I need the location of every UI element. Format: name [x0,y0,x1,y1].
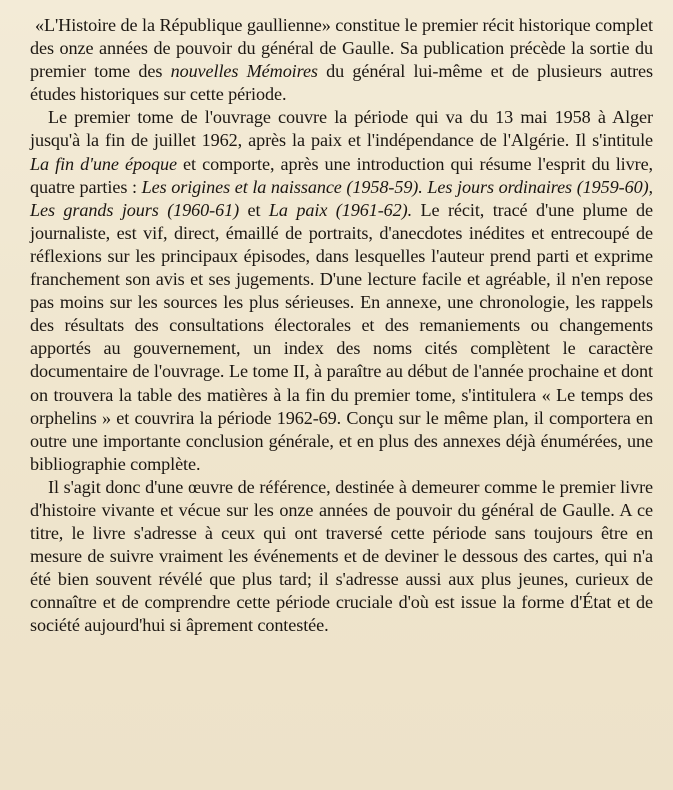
italic-text-segment: nouvelles Mémoires [170,61,318,82]
text-segment: Le récit, tracé d'une plume de journaliste, est vif, direct, émaillé de portraits, d'anecdotes inédites et entrecoupé de réflexions sur les principaux épisodes, dans lesquelles l'auteur prend parti et exprime franchement son avis et ses jugements. D'une lecture facile et agréable, il n'en repose pas moins sur les sources les plus sérieuses. En annexe, une chronologie, les rappels des résultats des consultations électorales et des remaniements ou changements apportés au gouvernement, un index des noms cités complètent le caractère documentaire de l'ouvrage. Le tome II, à paraître au début de l'année prochaine et dont on trouvera la table des matières à la fin du premier tome, s'intitulera « Le temps des orphelins » et couvrira la période 1962-69. Conçu sur le même plan, il comportera en outre une importante conclusion générale, et en plus des annexes déjà énumérées, une bibliographie complète. [30,199,653,474]
paragraph-first-volume [30,106,653,476]
text-segment: «L'Histoire de la République gaullienne» constitue le premier récit historique complet des onze années de pouvoir du général de Gaulle. Sa publication précède la sortie du premier tome des [30,15,653,82]
paragraph-intro [30,14,653,106]
text-segment: du général lui-même et de plusieurs autres études historiques sur cette période. [30,61,653,105]
italic-text-segment: La paix (1961-62). [268,199,413,220]
text-segment: Il s'agit donc d'une œuvre de référence, destinée à demeurer comme le premier livre d'histoire vivante et vécue sur les onze années de pouvoir du général de Gaulle. A ce titre, le livre s'adresse à ceux qui ont traversé cette période sans toujours être en mesure de suivre vraiment les événements et de deviner le dessous des cartes, qui n'a été bien souvent révélé que plus tard; il s'adresse aussi aux plus jeunes, curieux de connaître et de comprendre cette période cruciale d'où est issue la forme d'État et de société aujourd'hui si âprement contestée. [30,476,653,636]
italic-text-segment: Les origines et la naissance (1958-59). Les jours ordinaires (1959-60), Les grands jours (1960-61) [30,176,653,220]
italic-text-segment: La fin d'une époque [30,153,177,174]
text-segment: et [239,199,269,220]
paragraph-reference-work [30,476,653,638]
text-segment: Le premier tome de l'ouvrage couvre la période qui va du 13 mai 1958 à Alger jusqu'à la fin de juillet 1962, après la paix et l'indépendance de l'Algérie. Il s'intitule [30,107,653,151]
text-segment: et comporte, après une introduction qui résume l'esprit du livre, quatre parties : [30,153,653,197]
